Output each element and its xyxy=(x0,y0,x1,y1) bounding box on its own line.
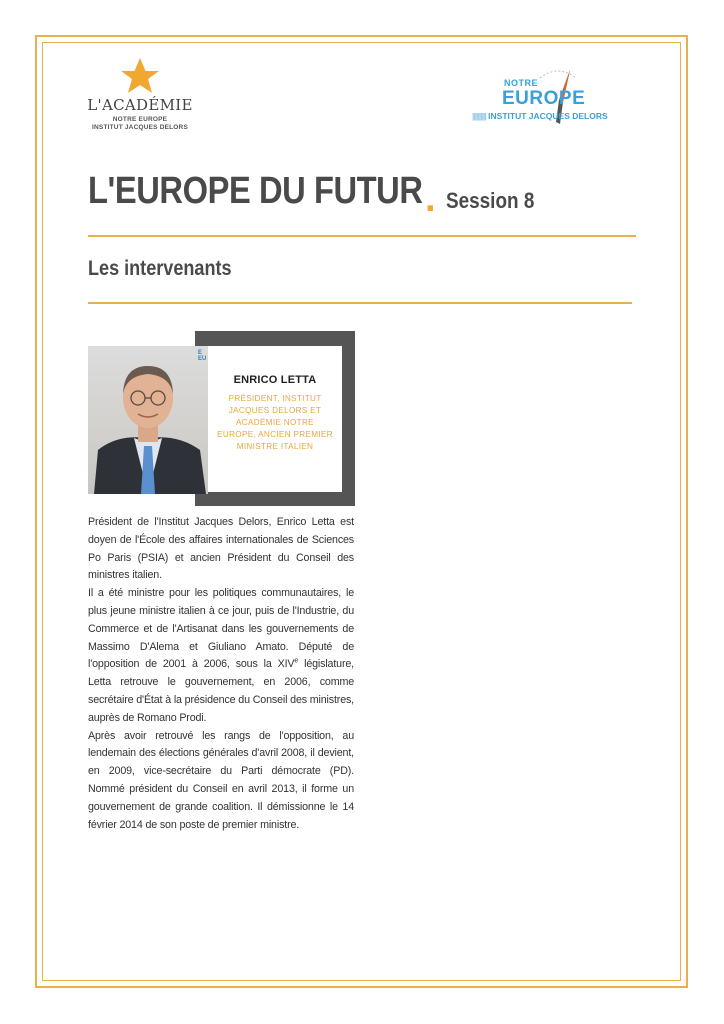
page-title-main: L'EUROPE DU FUTUR xyxy=(88,170,423,212)
section-title: Les intervenants xyxy=(88,257,232,280)
bio-paragraph-2 xyxy=(88,585,354,727)
speaker-portrait-icon xyxy=(88,346,208,494)
speaker-photo xyxy=(88,346,208,494)
photo-background-sign: E EU xyxy=(198,350,207,362)
title-divider xyxy=(88,235,636,237)
academie-logo xyxy=(80,56,200,140)
notre-europe-institut-text: INSTITUT JACQUES DELORS xyxy=(488,111,608,121)
bio-paragraph-2-start: Il a été ministre pour les politiques communautaires, le plus jeune ministre italien à ce jour, puis de l'Industrie, du Commerce et de l'Artisanat dans les gouvernements de Massimo D'Alema et Giuliano Amato. Député de l'opposition de 2001 à 2006, sous la XIV xyxy=(88,587,354,671)
star-icon xyxy=(112,56,168,98)
academie-logo-name: L'ACADÉMIE xyxy=(87,96,193,114)
notre-europe-europe: EUROPE xyxy=(502,88,586,109)
page-title xyxy=(88,170,535,220)
academie-logo-line1: NOTRE EUROPE xyxy=(112,116,168,123)
title-dot: . xyxy=(425,178,436,220)
speaker-role: PRÉSIDENT, INSTITUT JACQUES DELORS ET ACADÉMIE NOTRE EUROPE, ANCIEN PREMIER MINISTRE ITALIEN xyxy=(217,394,333,451)
notre-europe-notre: NOTRE xyxy=(504,78,538,88)
speaker-bio xyxy=(88,514,354,834)
bio-superscript: e xyxy=(294,657,299,665)
speaker-name: ENRICO LETTA xyxy=(233,374,317,386)
bio-paragraph-1: Président de l'Institut Jacques Delors, Enrico Letta est doyen de l'École des affaires internationales de Sciences Po Paris (PSIA) et ancien Président du Conseil des ministres italien. xyxy=(88,516,354,582)
notre-europe-logo xyxy=(468,62,628,132)
bio-paragraph-2-end: législature, Letta retrouve le gouvernement, en 2006, comme secrétaire d'État à la présidence du Conseil des ministres, auprès de Romano Prodi. xyxy=(88,658,354,724)
academie-logo-line2: INSTITUT JACQUES DELORS xyxy=(92,124,188,131)
session-label: Session 8 xyxy=(446,188,535,213)
bio-paragraph-3: Après avoir retrouvé les rangs de l'opposition, au lendemain des élections générales d'avril 2008, il devient, en 2009, vice-secrétaire du Parti démocrate (PD). Nommé président du Conseil en avril 2013, il forme un gouvernement de grande coalition. Il démissionne le 14 février 2014 de son poste de premier ministre. xyxy=(88,729,354,831)
notre-europe-institut xyxy=(472,111,608,121)
barcode-lines-icon: |||||||||| xyxy=(472,111,486,121)
section-divider xyxy=(88,302,632,304)
